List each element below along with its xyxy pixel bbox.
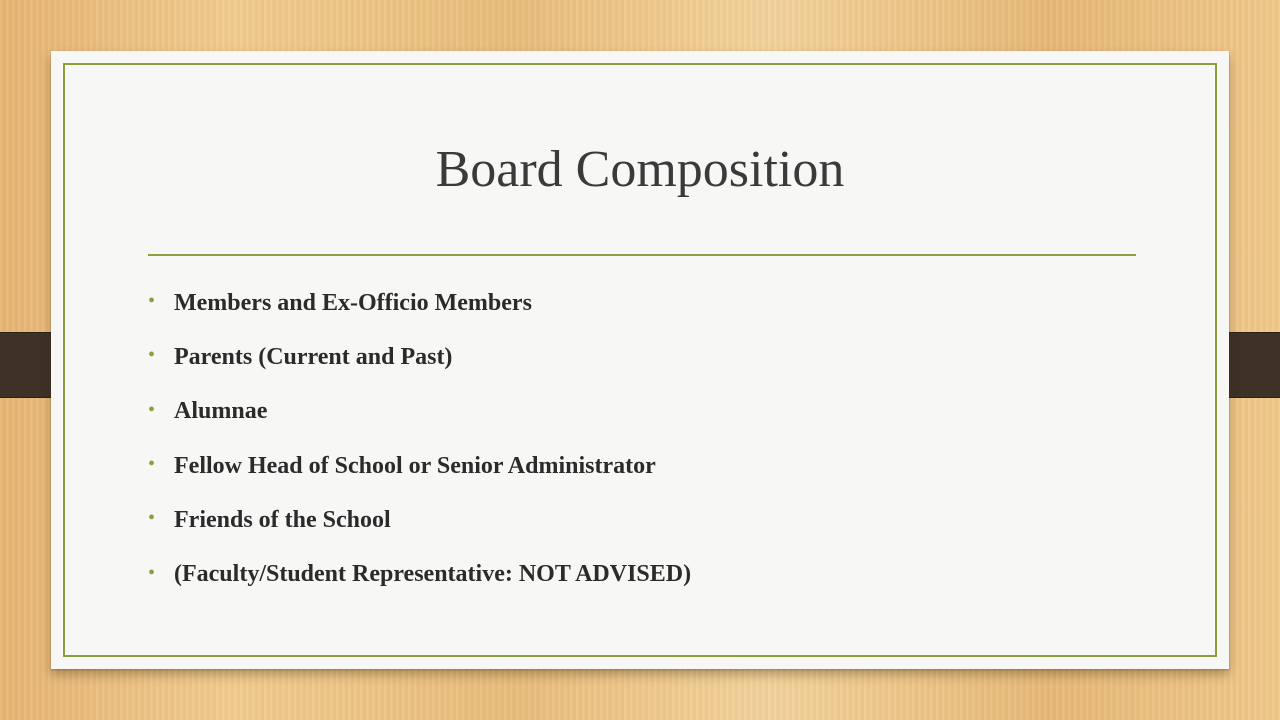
bullet-text: (Faculty/Student Representative: NOT ADVISED) <box>174 561 692 588</box>
slide-paper <box>51 51 1229 669</box>
list-item <box>148 330 691 384</box>
bullet-text: Members and Ex-Officio Members <box>174 289 532 316</box>
title-divider <box>148 254 1136 256</box>
bullet-text: Fellow Head of School or Senior Administrator <box>174 452 656 479</box>
list-item <box>148 276 691 330</box>
bullet-icon: • <box>148 453 156 476</box>
list-item <box>148 385 691 439</box>
bullet-text: Parents (Current and Past) <box>174 343 453 370</box>
bullet-text: Friends of the School <box>174 506 391 533</box>
bullet-icon: • <box>148 398 156 421</box>
slide-title: Board Composition <box>435 141 845 198</box>
bullet-icon: • <box>148 507 156 530</box>
bullet-icon: • <box>148 290 156 313</box>
bullet-icon: • <box>148 344 156 367</box>
list-item <box>148 493 691 547</box>
bullet-icon: • <box>148 561 156 584</box>
list-item <box>148 439 691 493</box>
list-item <box>148 547 691 601</box>
bullet-text: Alumnae <box>174 398 268 425</box>
bullet-list <box>148 276 691 602</box>
